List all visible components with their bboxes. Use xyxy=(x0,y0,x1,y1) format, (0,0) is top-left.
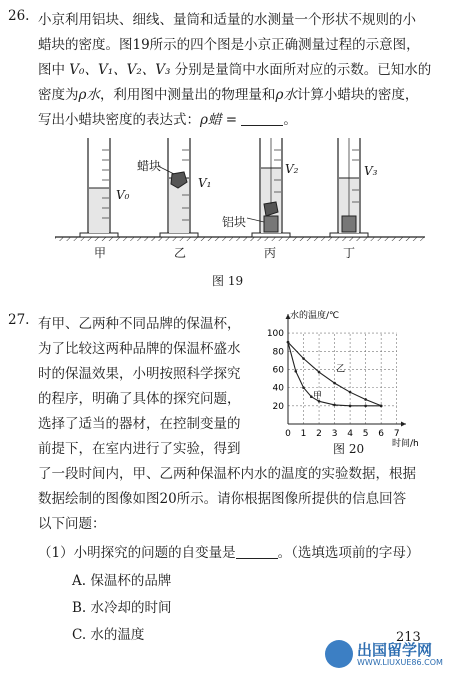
answer-blank-26[interactable] xyxy=(241,113,283,126)
q26-line-3b: 分别是量筒中水面所对应的示数。已知水的 xyxy=(174,62,432,78)
q26-line-3 xyxy=(38,58,431,78)
watermark-text: 出国留学网 xyxy=(357,641,433,659)
x-tick-label: 7 xyxy=(393,429,400,439)
label-v0: V₀ xyxy=(116,188,130,202)
series-point-0 xyxy=(333,404,336,407)
y-tick-label: 20 xyxy=(272,401,284,412)
option-b: B. 水冷却的时间 xyxy=(72,600,172,616)
y-tick-label: 80 xyxy=(272,347,284,358)
series-point-1 xyxy=(380,405,383,408)
watermark-logo-icon xyxy=(325,640,353,668)
series-label-jia: 甲 xyxy=(312,391,322,402)
cylinder-label-jia: 甲 xyxy=(94,246,107,260)
series-point-1 xyxy=(318,371,321,374)
watermark xyxy=(325,638,445,672)
q26-line-4a: 密度为 xyxy=(38,87,79,103)
cylinder-label-yi: 乙 xyxy=(174,246,187,260)
q27-sub-1 xyxy=(38,541,419,561)
series-point-1 xyxy=(287,341,290,344)
page-number: 213 xyxy=(396,630,421,645)
q26-line-1: 小京利用铝块、细线、量筒和适量的水测量一个形状不规则的小 xyxy=(38,12,416,28)
series-point-1 xyxy=(333,382,336,385)
rho-water-2: ρ水 xyxy=(275,87,297,103)
series-point-1 xyxy=(302,357,305,360)
q27-sub-1a: （1）小明探究的问题的自变量是 xyxy=(38,545,236,561)
question-27-number: 27. xyxy=(8,312,30,328)
cylinder-ding xyxy=(330,138,368,237)
x-tick-label: 5 xyxy=(362,429,369,439)
q26-line-2: 蜡块的密度。图19所示的四个图是小京正确测量过程的示意图， xyxy=(38,37,420,53)
x-tick-label: 1 xyxy=(300,429,307,439)
x-tick-label: 0 xyxy=(285,429,291,439)
x-tick-label: 3 xyxy=(331,429,338,439)
figure-20-caption: 图 20 xyxy=(333,442,365,456)
watermark-url: WWW.LIUXUE86.COM xyxy=(357,658,443,667)
q26-line-4b: ，利用图中测量出的物理量和 xyxy=(99,87,276,103)
y-tick-label: 60 xyxy=(272,365,284,376)
figure-19 xyxy=(50,130,430,260)
chart-ticks xyxy=(267,309,419,449)
x-axis-label: 时间/h xyxy=(392,439,419,449)
x-axis-arrow xyxy=(401,422,406,427)
x-tick-label: 6 xyxy=(378,429,385,439)
q27-line-2: 为了比较这两种品牌的保温杯盛水 xyxy=(38,341,241,357)
label-aluminum-block: 铝块 xyxy=(222,215,247,229)
label-v3: V₃ xyxy=(364,164,378,178)
y-tick-label: 100 xyxy=(266,329,284,340)
question-26-number: 26. xyxy=(8,8,30,24)
q26-volume-vars: V₀、V₁、V₂、V₃ xyxy=(69,62,171,78)
series-point-1 xyxy=(364,398,367,401)
label-wax-block: 蜡块 xyxy=(137,159,162,173)
rho-water: ρ水 xyxy=(78,87,100,103)
label-v2: V₂ xyxy=(285,162,299,176)
figure-19-caption: 图 19 xyxy=(212,274,244,288)
series-label-yi: 乙 xyxy=(336,364,346,375)
q26-line-4c: 计算小蜡块的密度， xyxy=(296,87,419,103)
q27-line-3: 时的保温效果，小明按照科学探究 xyxy=(38,366,241,382)
q27-line-8: 数据绘制的图像如图20所示。请你根据图像所提供的信息回答 xyxy=(38,491,407,507)
q27-line-7: 了一段时间内，甲、乙两种保温杯内水的温度的实验数据，根据 xyxy=(38,466,416,482)
series-point-1 xyxy=(349,391,352,394)
cylinder-jia xyxy=(80,138,118,237)
q27-line-9: 以下问题： xyxy=(38,516,106,532)
q26-line-5b: 。 xyxy=(283,112,297,128)
cylinder-bing xyxy=(247,138,290,237)
label-v1: V₁ xyxy=(198,176,212,190)
cylinder-yi xyxy=(158,138,198,237)
cylinder-label-ding: 丁 xyxy=(343,246,356,260)
q26-line-5a: 写出小蜡块密度的表达式： xyxy=(38,112,200,128)
series-point-0 xyxy=(364,405,367,408)
y-axis-label: 水的温度/℃ xyxy=(290,311,340,321)
q27-line-5: 选择了适当的器材，在控制变量的 xyxy=(38,416,241,432)
chart-grid xyxy=(288,333,397,424)
q26-line-4 xyxy=(38,83,418,103)
x-tick-label: 2 xyxy=(316,429,322,439)
series-point-0 xyxy=(302,386,305,389)
y-tick-label: 40 xyxy=(272,383,284,394)
q26-line-3a: 图中 xyxy=(38,62,65,78)
cylinder-label-bing: 丙 xyxy=(264,246,277,260)
q26-line-5 xyxy=(38,108,297,128)
rho-wax: ρ蜡 = xyxy=(200,112,238,128)
q27-sub-1b: 。（选填选项前的字母） xyxy=(277,545,420,561)
option-a: A. 保温杯的品牌 xyxy=(72,573,172,589)
series-point-0 xyxy=(294,370,297,373)
answer-blank-27-1[interactable] xyxy=(236,546,278,559)
figure-20-chart xyxy=(258,306,446,456)
q27-line-4: 的程序，明确了具体的探究问题， xyxy=(38,391,241,407)
q27-line-1: 有甲、乙两种不同品牌的保温杯， xyxy=(38,316,241,332)
x-tick-label: 4 xyxy=(347,429,353,439)
series-point-0 xyxy=(349,405,352,408)
q27-line-6: 前提下，在室内进行了实验，得到 xyxy=(38,441,241,457)
option-c: C. 水的温度 xyxy=(72,627,145,643)
